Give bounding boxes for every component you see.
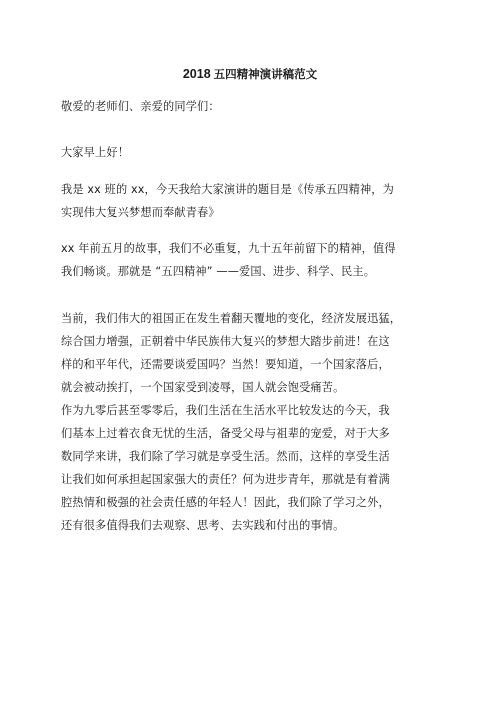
- text-line: 我是 xx 班的 xx，今天我给大家演讲的题目是《传承五四精神，为: [61, 183, 394, 196]
- text-line: 当前，我们伟大的祖国正在发生着翻天覆地的变化，经济发展迅猛，: [61, 312, 402, 325]
- title-year: 2018: [182, 67, 211, 81]
- document-title: [0, 66, 500, 82]
- paragraph-may-fourth-spirit: [61, 237, 441, 283]
- text-line: 作为九零后甚至零零后，我们生活在生活水平比较发达的今天，我: [61, 404, 390, 417]
- paragraph-patriotism: [61, 307, 441, 399]
- paragraph-introduction: [61, 178, 441, 224]
- text-line: 我们畅谈。那就是 “五四精神” ——爱国、进步、科学、民主。: [61, 265, 376, 278]
- text-line: 就会被动挨打，一个国家受到凌辱，国人就会饱受痛苦。: [61, 381, 345, 394]
- paragraph-youth-responsibility: [61, 399, 441, 537]
- text-line: xx 年前五月的故事，我们不必重复，九十五年前留下的精神，值得: [61, 242, 396, 255]
- text-line: 综合国力增强，正朝着中华民族伟大复兴的梦想大踏步前进！在这: [61, 335, 390, 348]
- text-line: 数同学来讲，我们除了学习就是享受生活。然而，这样的享受生活: [61, 450, 390, 463]
- title-text: 五四精神演讲稿范文: [213, 67, 318, 81]
- text-line: 实现伟大复兴梦想而奉献青春》: [61, 206, 220, 219]
- text-line: 样的和平年代，还需要谈爱国吗？当然！要知道，一个国家落后，: [61, 358, 390, 371]
- paragraph-salutation: [61, 95, 441, 118]
- text-line: 还有很多值得我们去观察、思考、去实践和付出的事情。: [61, 519, 345, 532]
- paragraph-greeting: [61, 141, 441, 164]
- text-line: 大家早上好！: [61, 146, 130, 159]
- text-line: 敬爱的老师们、亲爱的同学们：: [61, 100, 220, 113]
- text-line: 们基本上过着衣食无忧的生活，备受父母与祖辈的宠爱，对于大多: [61, 427, 390, 440]
- text-line: 腔热情和极强的社会责任感的年轻人！因此，我们除了学习之外，: [61, 496, 390, 509]
- text-line: 让我们如何承担起国家强大的责任？何为进步青年，那就是有着满: [61, 473, 390, 486]
